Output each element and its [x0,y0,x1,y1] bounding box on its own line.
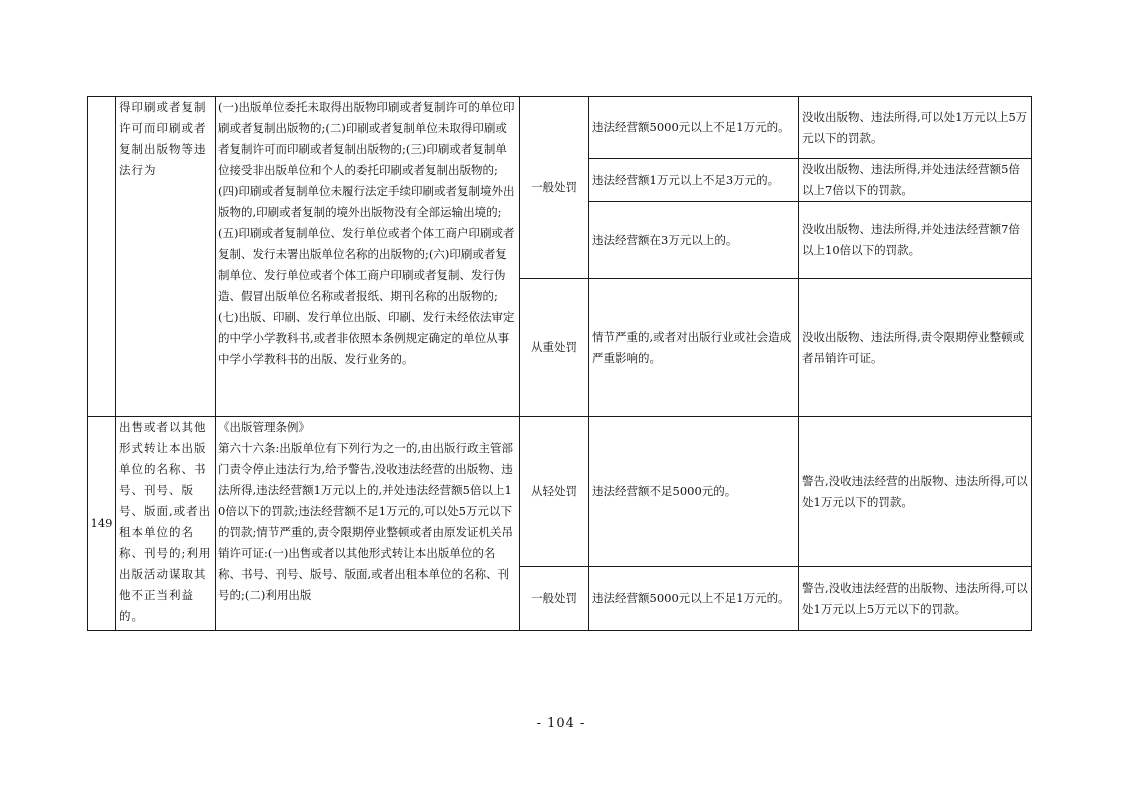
row-number-cell: 149 [88,417,116,631]
circumstance-cell: 违法经营额在3万元以上的。 [589,202,799,279]
penalty-standard-cell: 警告,没收违法经营的出版物、违法所得,可以处1万元以上5万元以下的罚款。 [799,567,1032,631]
circumstance-cell: 情节严重的,或者对出版行业或社会造成严重影响的。 [589,279,799,417]
page-number: - 104 - [536,716,586,731]
violation-item-cell: 得印刷或者复制许可而印刷或者复制出版物等违法行为 [116,97,216,417]
legal-basis-cell: (一)出版单位委托未取得出版物印刷或者复制许可的单位印刷或者复制出版物的;(二)印刷或者复制单位未取得印刷或者复制许可而印刷或者复制出版物的;(三)印刷或者复制单位接受非出版单位和个人的委托印刷或者复制出版物的;(四)印刷或者复制单位未履行法定手续印刷或者复制境外出版物的,印刷或者复制的境外出版物没有全部运输出境的;(五)印刷或者复制单位、发行单位或者个体工商户印刷或者复制、发行未署出版单位名称的出版物的;(六)印刷或者复制单位、发行单位或者个体工商户印刷或者复制、发行伪造、假冒出版单位名称或者报纸、期刊名称的出版物的;(七)出版、印刷、发行单位出版、印刷、发行未经依法审定的中学小学教科书,或者非依照本条例规定确定的单位从事中学小学教科书的出版、发行业务的。 [216,97,520,417]
penalty-standard-cell: 没收出版物、违法所得,并处违法经营额7倍以上10倍以下的罚款。 [799,202,1032,279]
penalty-standard-cell: 没收出版物、违法所得,责令限期停业整顿或者吊销许可证。 [799,279,1032,417]
row-number-cell [88,97,116,417]
penalty-level-cell: 从重处罚 [520,279,589,417]
table-row [88,417,1032,567]
circumstance-cell: 违法经营额不足5000元的。 [589,417,799,567]
table-row [88,97,1032,159]
penalty-level-cell: 一般处罚 [520,97,589,279]
penalty-standard-cell: 没收出版物、违法所得,并处违法经营额5倍以上7倍以下的罚款。 [799,159,1032,202]
penalty-standards-table [87,96,1032,631]
circumstance-cell: 违法经营额5000元以上不足1万元的。 [589,97,799,159]
legal-basis-cell: 《出版管理条例》 第六十六条:出版单位有下列行为之一的,由出版行政主管部门责令停止违法行为,给予警告,没收违法经营的出版物、违法所得,违法经营额1万元以上的,并处违法经营额5倍以上10倍以下的罚款;违法经营额不足1万元的,可以处5万元以下的罚款;情节严重的,责令限期停业整顿或者由原发证机关吊销许可证:(一)出售或者以其他形式转让本出版单位的名称、书号、刊号、版号、版面,或者出租本单位的名称、刊号的;(二)利用出版 [216,417,520,631]
penalty-standard-cell: 警告,没收违法经营的出版物、违法所得,可以处1万元以下的罚款。 [799,417,1032,567]
penalty-standard-cell: 没收出版物、违法所得,可以处1万元以上5万元以下的罚款。 [799,97,1032,159]
penalty-level-cell: 一般处罚 [520,567,589,631]
penalty-level-cell: 从轻处罚 [520,417,589,567]
circumstance-cell: 违法经营额5000元以上不足1万元的。 [589,567,799,631]
circumstance-cell: 违法经营额1万元以上不足3万元的。 [589,159,799,202]
violation-item-cell: 出售或者以其他形式转让本出版单位的名称、书号、刊号、版号、版面,或者出租本单位的名称、刊号的;利用出版活动谋取其他不正当利益的。 [116,417,216,631]
